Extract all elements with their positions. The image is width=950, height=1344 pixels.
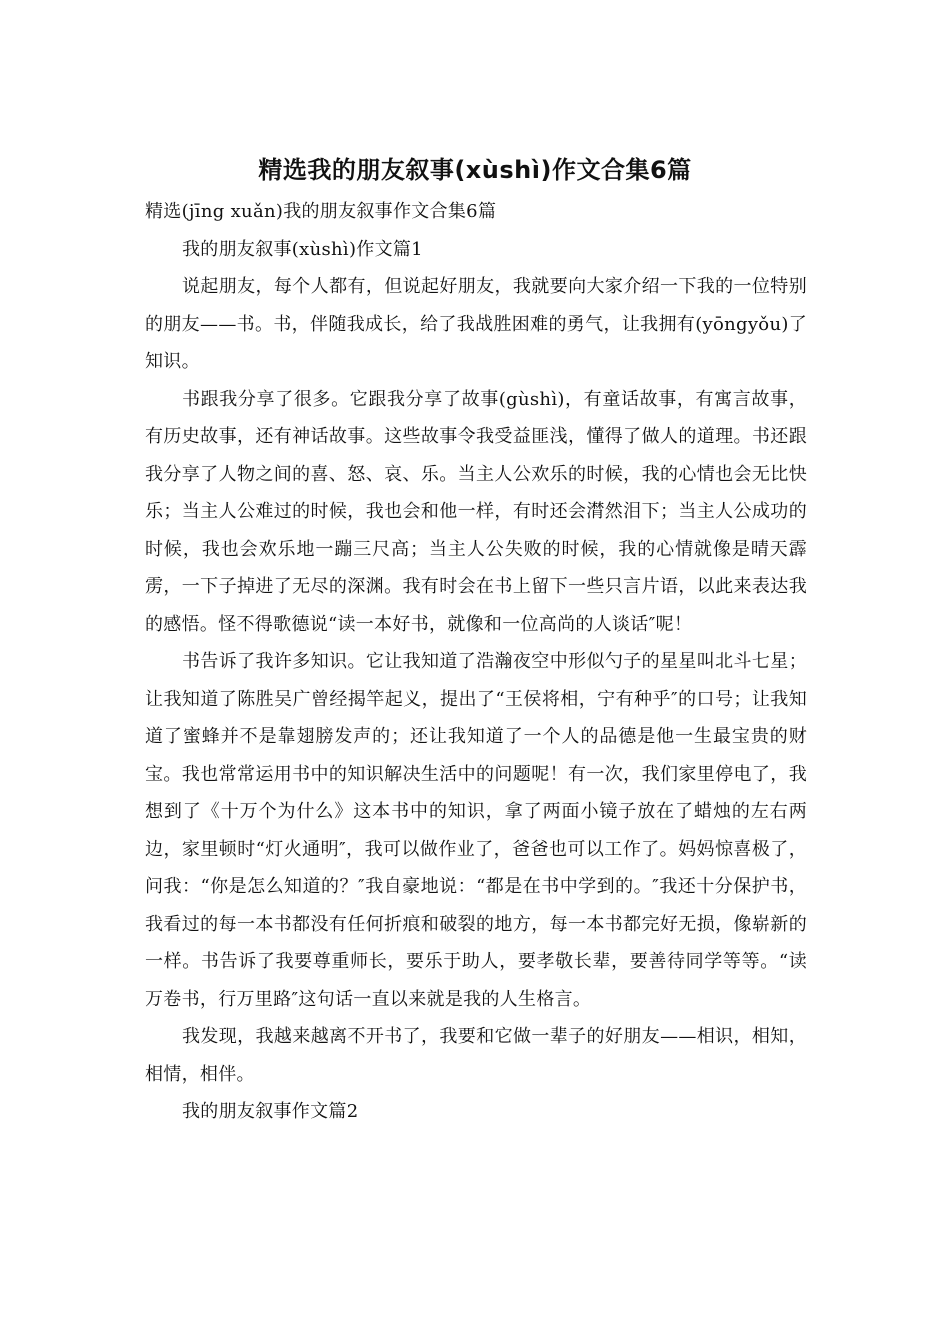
paragraph: 说起朋友，每个人都有，但说起好朋友，我就要向大家介绍一下我的一位特别的朋友——书。书，伴随我成长，给了我战胜困难的勇气，让我拥有(yōngyǒu)了知识。 [145,276,807,372]
document-body [145,193,807,1131]
paragraph: 书跟我分享了很多。它跟我分享了故事(gùshì)，有童话故事，有寓言故事，有历史故事，还有神话故事。这些故事令我受益匪浅，懂得了做人的道理。书还跟我分享了人物之间的喜、怒、哀、乐。当主人公欢乐的时候，我的心情也会无比快乐；当主人公难过的时候，我也会和他一样，有时还会潸然泪下；当主人公成功的时候，我也会欢乐地一蹦三尺高；当主人公失败的时候，我的心情就像是晴天霹雳，一下子掉进了无尽的深渊。我有时会在书上留下一些只言片语，以此来表达我的感悟。怪不得歌德说“读一本好书，就像和一位高尚的人谈话″呢！ [145,388,807,635]
paragraph: 我发现，我越来越离不开书了，我要和它做一辈子的好朋友——相识，相知，相情，相伴。 [145,1026,807,1085]
section-heading: 我的朋友叙事(xùshì)作文篇1 [182,238,423,260]
document-title: 精选我的朋友叙事(xùshì)作文合集6篇 [258,156,692,184]
paragraph: 书告诉了我许多知识。它让我知道了浩瀚夜空中形似勺子的星星叫北斗七星；让我知道了陈胜吴广曾经揭竿起义，提出了“王侯将相，宁有种乎″的口号；让我知道了蜜蜂并不是靠翅膀发声的；还让我知道了一个人的品德是他一生最宝贵的财宝。我也常常运用书中的知识解决生活中的问题呢！有一次，我们家里停电了，我想到了《十万个为什么》这本书中的知识，拿了两面小镜子放在了蜡烛的左右两边，家里顿时“灯火通明″，我可以做作业了，爸爸也可以工作了。妈妈惊喜极了，问我：“你是怎么知道的？″我自豪地说：“都是在书中学到的。″我还十分保护书，我看过的每一本书都没有任何折痕和破裂的地方，每一本书都完好无损，像崭新的一样。书告诉了我要尊重师长，要乐于助人，要孝敬长辈，要善待同学等等。“读万卷书，行万里路″这句话一直以来就是我的人生格言。 [145,651,807,1010]
document-subtitle: 精选(jīng xuǎn)我的朋友叙事作文合集6篇 [145,201,497,222]
section-heading: 我的朋友叙事作文篇2 [182,1101,359,1122]
